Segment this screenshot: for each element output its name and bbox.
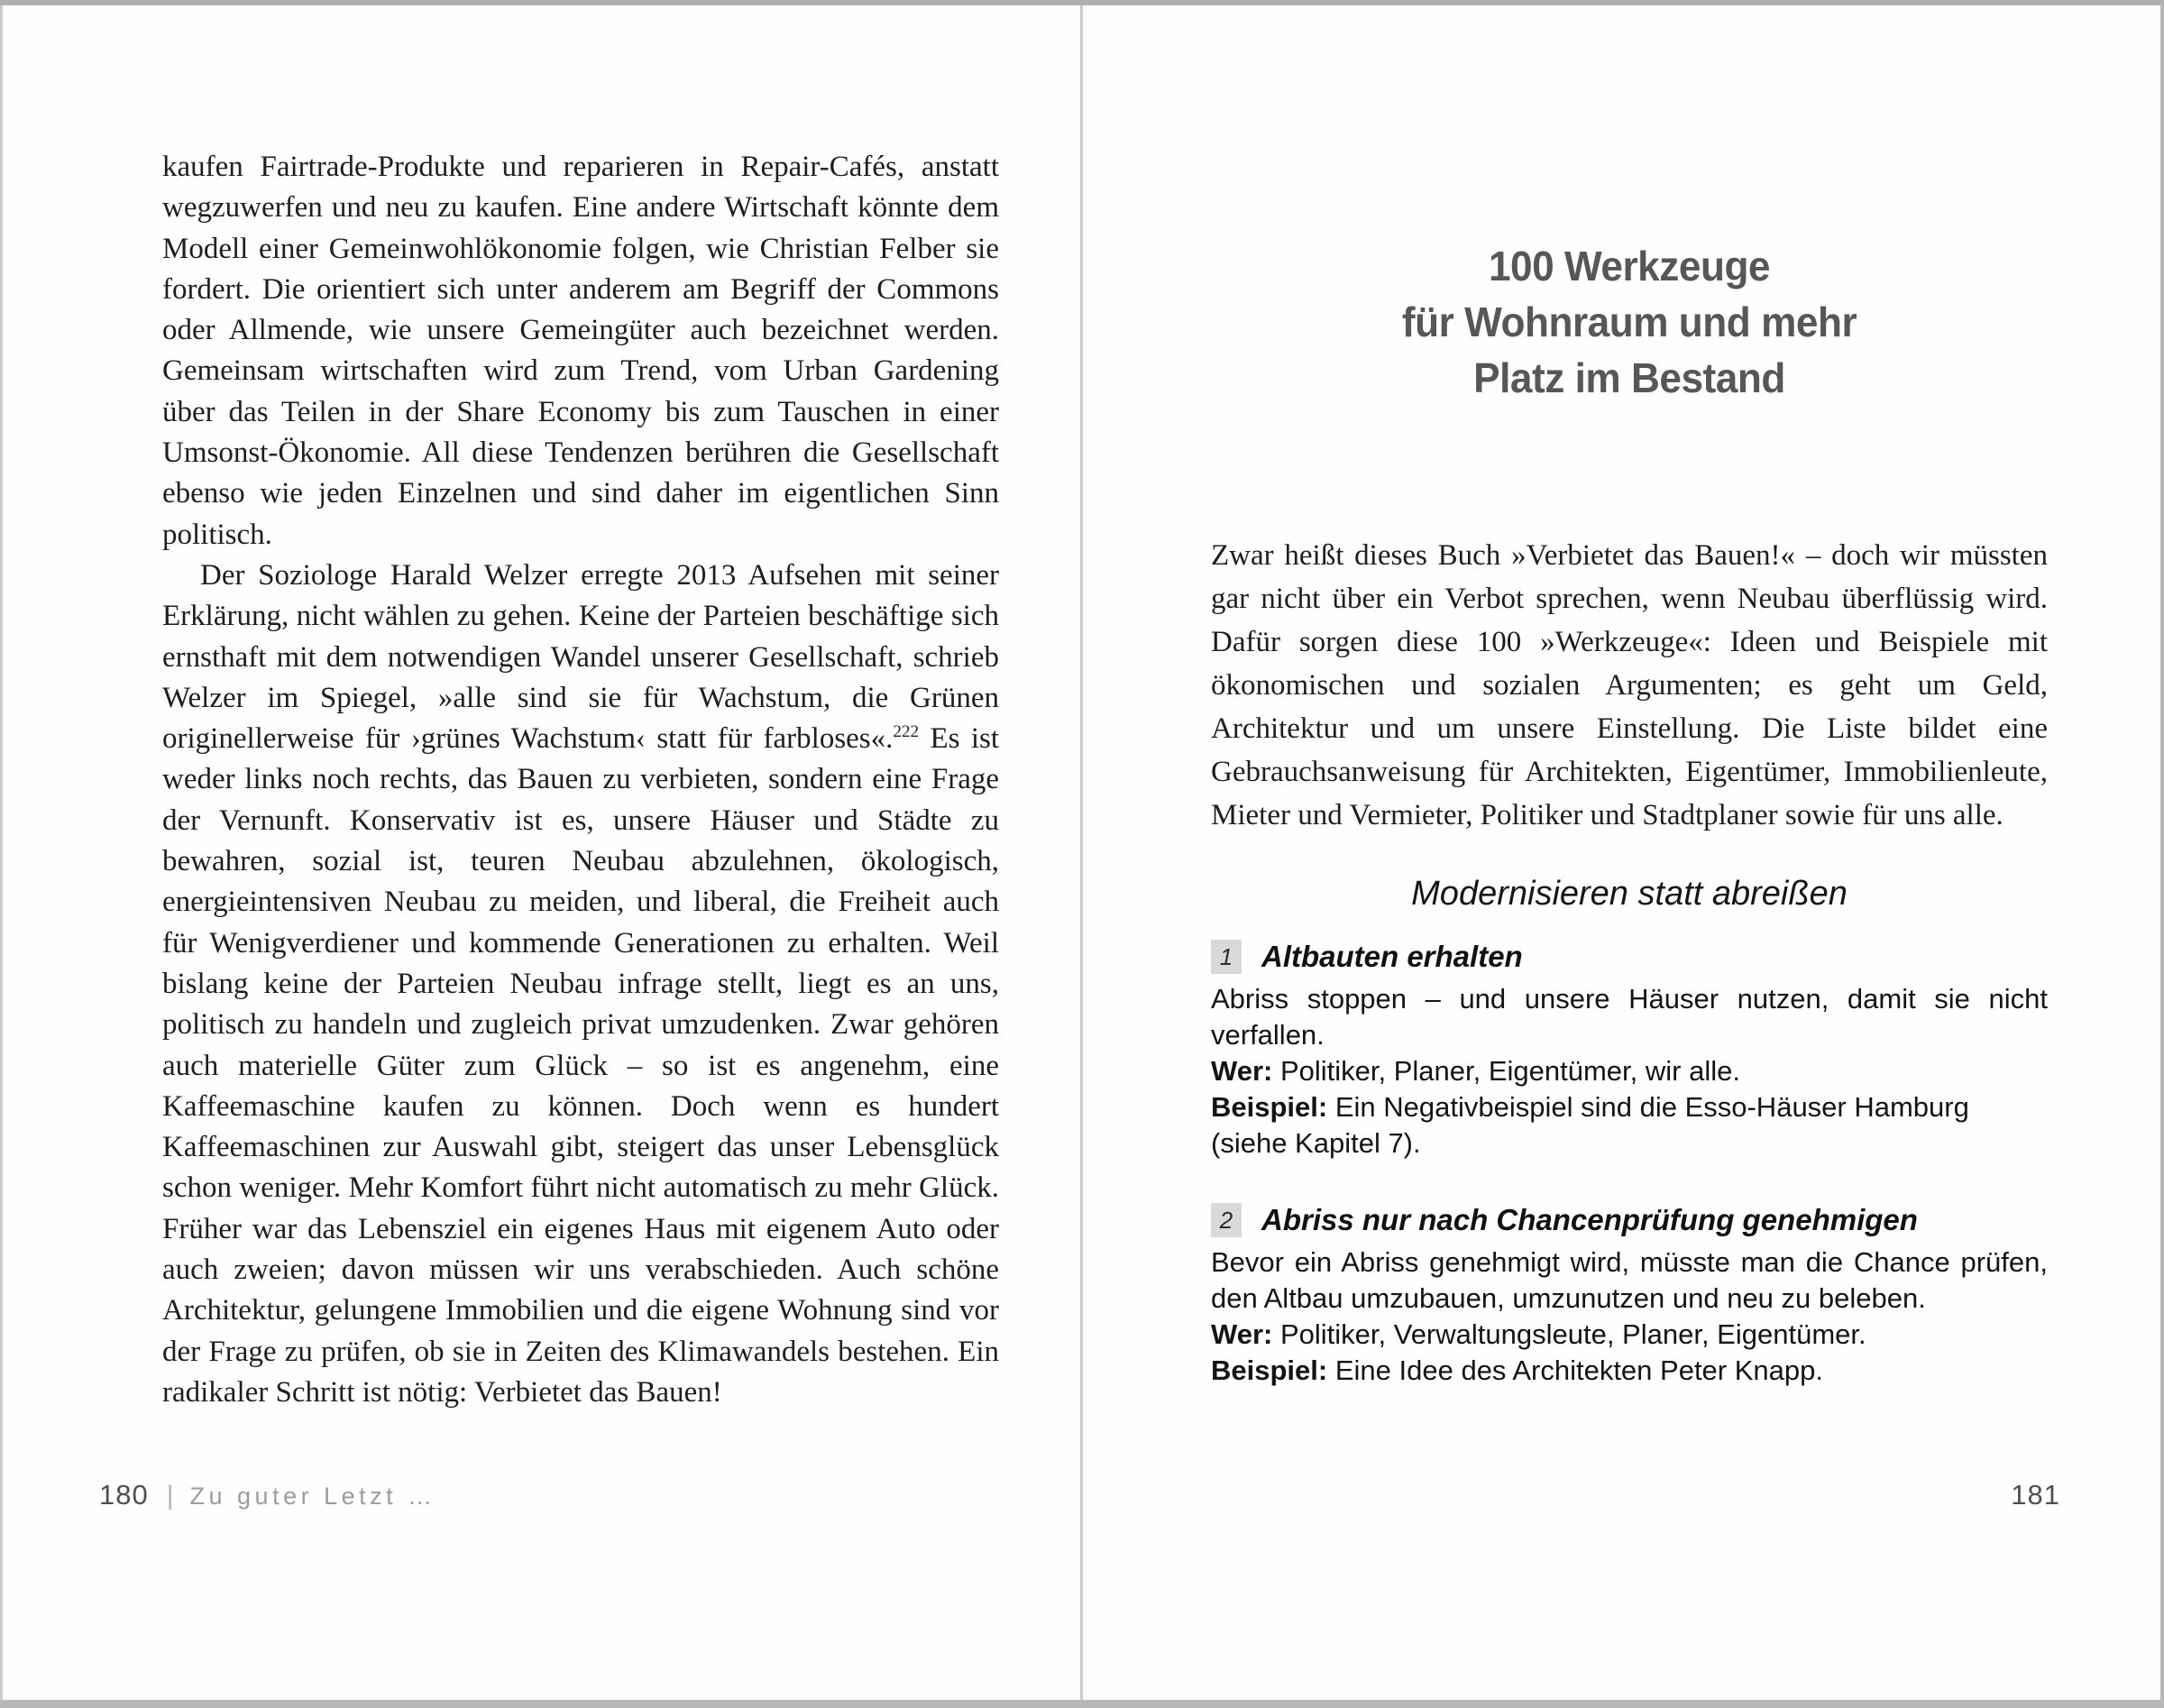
tool-1-who-line bbox=[1211, 1053, 2048, 1089]
paragraph-2-text-after: Es ist weder links noch rechts, das Bauen zu verbieten, sondern eine Frage der Vernunft. Konservativ ist es, unsere Häuser und Städte zu bewahren, sozial ist, teuren Neubau abzulehnen, ökologisch, energieintensiven Neubau zu meiden, und liberal, die Freiheit auch für Wenigverdiener und kommende Generationen zu erhalten. Weil bislang keine der Parteien Neubau infrage stellt, liegt es an uns, politisch zu handeln und zugleich privat umzudenken. Zwar gehören auch materielle Güter zum Glück – so ist es angenehm, eine Kaffeemaschine kaufen zu können. Doch wenn es hundert Kaffeemaschinen zur Auswahl gibt, steigert das unser Lebensglück schon weniger. Mehr Komfort führt nicht automatisch zu mehr Glück. Früher war das Lebensziel ein eigenes Haus mit eigenem Auto oder auch zweien; davon müssen wir uns verabschieden. Auch schöne Architektur, gelungene Immobilien und die eigene Wohnung sind vor der Frage zu prüfen, ob sie in Zeiten des Klimawandels bestehen. Ein radikaler Schritt ist nötig: Verbietet das Bauen! bbox=[162, 722, 999, 1409]
tool-2-header bbox=[1211, 1203, 2048, 1237]
page-number-right: 181 bbox=[2011, 1479, 2060, 1511]
tool-1-example-value: Ein Negativbeispiel sind die Esso-Häuser Hamburg (siehe Kapitel 7). bbox=[1211, 1091, 1969, 1159]
chapter-heading-line-1: 100 Werkzeuge bbox=[1488, 243, 1771, 289]
tool-1-example-line bbox=[1211, 1089, 2048, 1162]
tool-2-number-badge: 2 bbox=[1211, 1203, 1242, 1237]
tool-item-2 bbox=[1211, 1203, 2048, 1389]
running-chapter-title: Zu guter Letzt … bbox=[189, 1483, 436, 1510]
tool-2-who-line bbox=[1211, 1317, 2048, 1353]
tool-2-title: Abriss nur nach Chancenprüfung genehmigen bbox=[1261, 1203, 1918, 1236]
intro-paragraph: Zwar heißt dieses Buch »Verbietet das Bauen!« – doch wir müssten gar nicht über ein Verbot sprechen, wenn Neubau überflüssig wird. Dafür sorgen diese 100 »Werkzeuge«: Ideen und Beispiele mit ökonomischen und sozialen Argumenten; es geht um Geld, Architektur und um unsere Einstellung. Die Liste bildet eine Gebrauchsanweisung für Architekten, Eigentümer, Immobilienleute, Mieter und Vermieter, Politiker und Stadtplaner sowie für uns alle. bbox=[1211, 539, 2048, 831]
footer-separator: | bbox=[166, 1481, 174, 1511]
chapter-heading-line-2: für Wohnraum und mehr bbox=[1401, 298, 1857, 345]
tool-1-who-value: Politiker, Planer, Eigentümer, wir alle. bbox=[1279, 1055, 1740, 1087]
tool-1-header bbox=[1211, 940, 2048, 974]
tool-1-description: Abriss stoppen – und unsere Häuser nutzen, damit sie nicht verfallen. bbox=[1211, 983, 2048, 1051]
tool-2-example-line bbox=[1211, 1353, 2048, 1389]
footnote-marker: 222 bbox=[893, 722, 920, 742]
page-gutter-divider bbox=[1080, 5, 1083, 1700]
tool-1-who-label: Wer: bbox=[1211, 1055, 1273, 1087]
chapter-heading bbox=[1228, 238, 2031, 406]
left-page-footer bbox=[99, 1479, 436, 1511]
section-heading: Modernisieren statt abreißen bbox=[1411, 875, 1848, 913]
chapter-heading-line-3: Platz im Bestand bbox=[1473, 354, 1785, 401]
tool-1-number-badge: 1 bbox=[1211, 940, 1242, 974]
left-border bbox=[0, 5, 3, 1700]
tool-2-example-value: Eine Idee des Architekten Peter Knapp. bbox=[1334, 1354, 1823, 1386]
paragraph-2 bbox=[162, 556, 999, 1413]
tool-1-title: Altbauten erhalten bbox=[1261, 940, 1523, 973]
page-number-left: 180 bbox=[99, 1479, 149, 1511]
paragraph-1: kaufen Fairtrade-Produkte und reparieren in Repair-Cafés, anstatt wegzuwerfen und neu zu kaufen. Eine andere Wirtschaft könnte dem Modell einer Gemeinwohlökonomie folgen, wie Christian Felber sie fordert. Die orientiert sich unter anderem am Begriff der Commons oder Allmende, wie unsere Gemeingüter auch bezeichnet werden. Gemeinsam wirtschaften wird zum Trend, vom Urban Gardening über das Teilen in der Share Economy bis zum Tauschen in einer Umsonst-Ökonomie. All diese Tendenzen berühren die Gesellschaft ebenso wie jeden Einzelnen und sind daher im eigentlichen Sinn politisch. bbox=[162, 151, 999, 551]
left-page-text bbox=[162, 147, 999, 1413]
tool-2-who-label: Wer: bbox=[1211, 1318, 1273, 1350]
tool-1-example-label: Beispiel: bbox=[1211, 1091, 1328, 1123]
right-border bbox=[2160, 5, 2164, 1700]
paragraph-2-text-before: Der Soziologe Harald Welzer erregte 2013 Aufsehen mit seiner Erklärung, nicht wählen zu gehen. Keine der Parteien beschäftige sich ernsthaft mit dem notwendigen Wandel unserer Gesellschaft, schrieb Welzer im Spiegel, »alle sind sie für Wachstum, die Grünen originellerweise für ›grünes Wachstum‹ statt für farbloses«. bbox=[162, 558, 999, 756]
tool-2-description: Bevor ein Abriss genehmigt wird, müsste man die Chance prüfen, den Altbau umzubauen, umzunutzen und neu zu beleben. bbox=[1211, 1246, 2048, 1314]
tools-list bbox=[1211, 940, 2048, 1389]
tool-item-1 bbox=[1211, 940, 2048, 1162]
tool-2-who-value: Politiker, Verwaltungsleute, Planer, Eigentümer. bbox=[1279, 1318, 1866, 1350]
bottom-border bbox=[0, 1700, 2164, 1708]
tool-2-example-label: Beispiel: bbox=[1211, 1354, 1328, 1386]
